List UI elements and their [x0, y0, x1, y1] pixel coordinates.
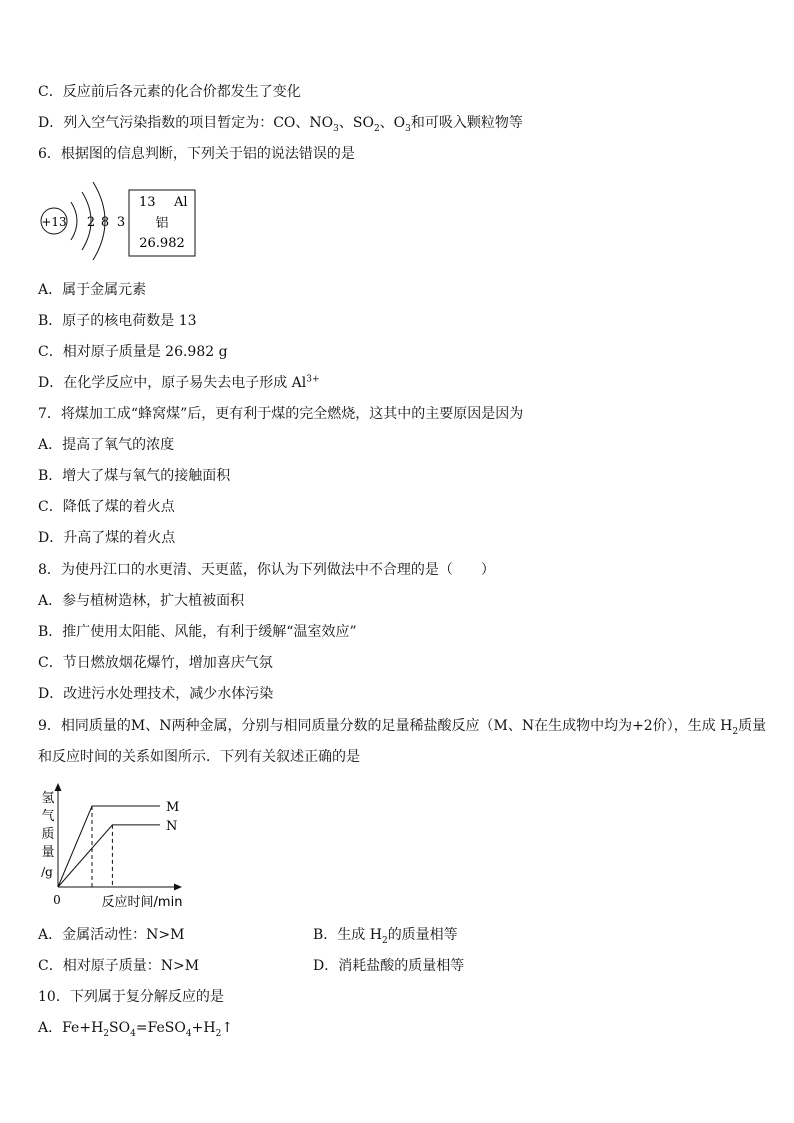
q6-option-b: B．原子的核电荷数是 13: [38, 313, 197, 329]
q7-stem: 7．将煤加工成“蜂窝煤”后，更有利于煤的完全燃烧，这其中的主要原因是因为: [38, 406, 524, 422]
q10-stem: 10．下列属于复分解反应的是: [38, 989, 224, 1005]
series-line-M: [58, 806, 160, 887]
nucleus-charge: +13: [41, 215, 67, 229]
q6-option-a: A．属于金属元素: [38, 282, 147, 298]
q9-option-c: C．相对原子质量：N>M: [38, 958, 200, 974]
q8-option-b: B．推广使用太阳能、风能，有利于缓解“温室效应”: [38, 624, 357, 640]
q7-option-a: A．提高了氧气的浓度: [38, 437, 175, 453]
x-axis-arrow: [174, 884, 182, 891]
series-label-M: M: [166, 800, 180, 815]
q7-option-b: B．增大了煤与氧气的接触面积: [38, 468, 231, 484]
q6-option-d: D．在化学反应中，原子易失去电子形成 $Al^{3+}$: [38, 374, 320, 391]
element-atomic-mass: 26.982: [139, 236, 185, 251]
shell-2-electrons: 8: [100, 215, 110, 230]
q9-option-a: A．金属活动性：N>M: [38, 927, 185, 943]
hydrogen-mass-vs-time-chart: [36, 780, 196, 915]
x-axis-label: 反应时间/min: [101, 895, 183, 910]
q6-option-c: C．相对原子质量是 26.982 g: [38, 344, 228, 360]
q8-option-c: C．节日燃放烟花爆竹，增加喜庆气氛: [38, 655, 273, 671]
q7-option-d: D．升高了煤的着火点: [38, 530, 176, 546]
shell-arc-1: [71, 202, 77, 240]
chart-marks: [58, 800, 179, 887]
series-label-N: N: [166, 818, 178, 834]
q6-stem: 6．根据图的信息判断，下列关于铝的说法错误的是: [38, 146, 355, 162]
q10-option-a: A．$Fe+H_2SO_4=FeSO_4+H_2↑$: [38, 1020, 234, 1039]
q9-stem-line2: 和反应时间的关系如图所示．下列有关叙述正确的是: [38, 749, 360, 765]
q5-option-c: C．反应前后各元素的化合价都发生了变化: [38, 84, 301, 100]
series-line-N: [58, 825, 160, 887]
q9-stem-line1: 9．相同质量的M、N两种金属，分别与相同质量分数的足量稀盐酸反应（M、N在生成物中均为+2价），生成 $H_2$质量: [38, 718, 767, 737]
y-label-char-3: 质: [41, 827, 55, 842]
q8-stem: 8．为使丹江口的水更清、天更蓝，你认为下列做法中不合理的是（ ）: [38, 562, 495, 578]
y-label-char-1: 氢: [41, 791, 55, 806]
q8-option-a: A．参与植树造林，扩大植被面积: [38, 593, 245, 609]
shell-1-electrons: 2: [86, 215, 96, 230]
q8-option-d: D．改进污水处理技术，减少水体污染: [38, 686, 274, 702]
aluminum-atom-structure-figure: [38, 172, 208, 262]
q9-option-d: D．消耗盐酸的质量相等: [313, 958, 465, 974]
y-label-char-2: 气: [41, 809, 55, 824]
origin-label: 0: [53, 893, 61, 907]
shell-3-electrons: 3: [116, 215, 126, 230]
element-name: 铝: [155, 216, 169, 231]
element-symbol: Al: [174, 195, 188, 210]
q7-option-c: C．降低了煤的着火点: [38, 499, 175, 515]
y-axis-arrow: [55, 783, 62, 791]
y-label-char-4: 量: [41, 845, 55, 860]
q9-option-b: B．生成 $H_2$的质量相等: [313, 927, 458, 946]
y-label-unit: /g: [41, 865, 53, 879]
q5-option-d: D．列入空气污染指数的项目暂定为：CO、$NO_3$、$SO_2$、$O_3$和可吸入颗粒物等: [38, 115, 523, 134]
element-atomic-number: 13: [139, 195, 156, 210]
